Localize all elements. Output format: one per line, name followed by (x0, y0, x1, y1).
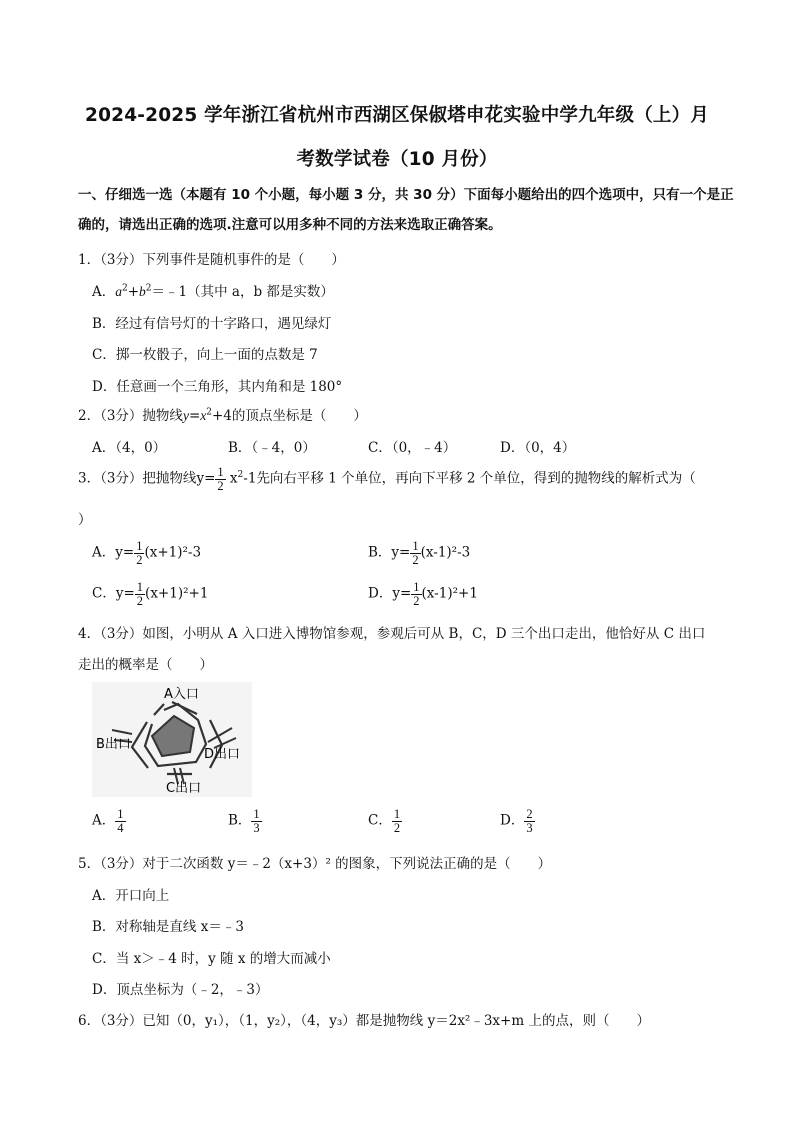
figure-label-d: D出口 (204, 747, 241, 762)
q5-stem: 5．（3分）对于二次函数 y＝﹣2（x+3）² 的图象，下列说法正确的是（ ） (78, 856, 552, 872)
q3-stem-post: 先向右平移 1 个单位，再向下平移 2 个单位，得到的抛物线的解析式为（ (256, 470, 696, 487)
q3-stem-pre: 3．（3分）把抛物线 (78, 470, 197, 487)
q6-stem: 6．（3分）已知（0，y₁），（1，y₂），（4，y₃）都是抛物线 y＝2x²﹣3x+m 上的点，则（ ） (78, 1013, 650, 1029)
q4-stem-line2: 走出的概率是（ ） (78, 657, 213, 673)
q3-option-d: D．y= $\frac{1}{2}$ (x-1)²+1 (368, 580, 478, 608)
q4-option-a: A． $\frac{1}{4}$ (92, 807, 124, 835)
q4-stem-line1: 4．（3分）如图，小明从 A 入口进入博物馆参观，参观后可从 B，C，D 三个出口走出，他恰好从 C 出口 (78, 626, 706, 642)
q1-stem: 1．（3分）下列事件是随机事件的是（ ） (78, 252, 345, 268)
q2-stem-pre: 2．（3分）抛物线 (78, 408, 183, 424)
q1-option-a-text: ＝﹣1（其中 a，b 都是实数） (151, 284, 334, 300)
q3-option-c-expr: (x+1)²+1 (145, 585, 209, 602)
q3-option-b: B．y= $\frac{1}{2}$ (x-1)²-3 (368, 539, 471, 567)
q2-stem-post: 的顶点坐标是（ ） (231, 408, 367, 424)
q1-option-b: B．经过有信号灯的十字路口，遇见绿灯 (92, 316, 332, 332)
q3-stem: 3．（3分）把抛物线y= $\frac{1}{2}$ $x^2-1$先向右平移 1 个单位，再向下平移 2 个单位，得到的抛物线的解析式为（ (78, 465, 696, 493)
figure-label-b: B出口 (96, 737, 131, 752)
q2-stem: 2．（3分）抛物线$y=x^2+4$的顶点坐标是（ ） (78, 407, 367, 424)
q2-option-c: C．（0，﹣4） (368, 440, 457, 456)
q4-option-d: D． $\frac{2}{3}$ (500, 807, 533, 835)
q3-option-b-expr: (x-1)²-3 (420, 544, 471, 561)
museum-figure (92, 682, 252, 797)
q5-option-c: C．当 x＞﹣4 时，y 随 x 的增大而减小 (92, 951, 331, 967)
exam-title-line1: 2024-2025 学年浙江省杭州市西湖区保俶塔申花实验中学九年级（上）月 (85, 105, 709, 126)
figure-label-a: A入口 (164, 687, 199, 702)
q4-option-c: C． $\frac{1}{2}$ (368, 807, 401, 835)
q5-option-b: B．对称轴是直线 x＝﹣3 (92, 919, 244, 935)
q1-option-a: A．$a^2+b^2=﹣1$（其中 a，b 都是实数） (92, 283, 334, 300)
q5-option-d: D．顶点坐标为（﹣2，﹣3） (92, 982, 269, 998)
q3-option-a-expr: (x+1)²-3 (144, 544, 202, 561)
q2-option-d: D．（0，4） (500, 440, 576, 456)
q3-option-c: C．y= $\frac{1}{2}$ (x+1)²+1 (92, 580, 209, 608)
q3-option-a: A．y= $\frac{1}{2}$ (x+1)²-3 (92, 539, 202, 567)
q3-stem-end: ） (78, 512, 92, 528)
q1-option-d: D．任意画一个三角形，其内角和是 180° (92, 379, 343, 395)
q2-option-a: A．（4，0） (92, 440, 167, 456)
q3-stem-fraction: $\frac{1}{2}$ (217, 465, 224, 493)
exam-title-line2: 考数学试卷（10 月份） (296, 149, 498, 170)
q1-option-a-prefix: A． (92, 284, 116, 300)
q4-option-b: B． $\frac{1}{3}$ (228, 807, 260, 835)
q5-option-a: A．开口向上 (92, 888, 170, 904)
section-1-instructions: 一、仔细选一选（本题有 10 个小题，每小题 3 分，共 30 分）下面每小题给出的四个选项中，只有一个是正确的，请选出正确的选项.注意可以用多种不同的方法来选取正确答案。 (78, 187, 734, 233)
q1-option-c: C．掷一枚骰子，向上一面的点数是 7 (92, 347, 318, 363)
figure-label-c: C出口 (166, 781, 202, 796)
q3-option-d-expr: (x-1)²+1 (421, 585, 478, 602)
q2-option-b: B．（﹣4，0） (228, 440, 316, 456)
